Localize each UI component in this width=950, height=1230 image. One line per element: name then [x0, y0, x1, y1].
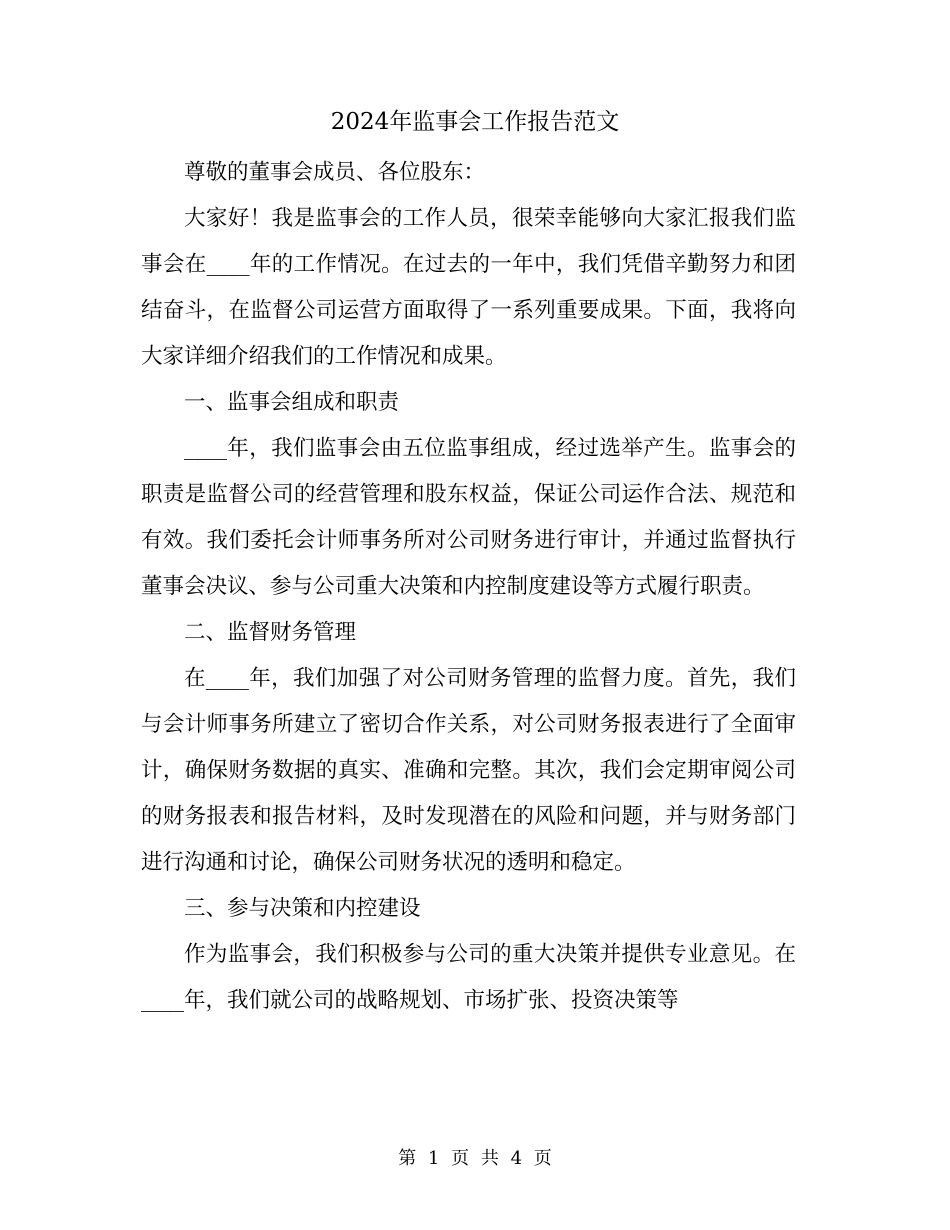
document-title: 2024年监事会工作报告范文 [330, 109, 620, 135]
section-heading-3: 三、参与决策和内控建设 [184, 896, 421, 921]
document-body [141, 150, 796, 1024]
section-heading-2: 二、监督财务管理 [184, 620, 357, 645]
section-heading-1: 一、监事会组成和职责 [184, 390, 400, 415]
paragraph-finance: 在____年，我们加强了对公司财务管理的监督力度。首先，我们与会计师事务所建立了密切合作关系，对公司财务报表进行了全面审计，确保财务数据的真实、准确和完整。其次，我们会定期审阅公司的财务报表和报告材料，及时发现潜在的风险和问题，并与财务部门进行沟通和讨论，确保公司财务状况的透明和稳定。 [141, 666, 796, 875]
paragraph-decision: 作为监事会，我们积极参与公司的重大决策并提供专业意见。在____年，我们就公司的战略规划、市场扩张、投资决策等 [141, 942, 796, 1013]
paragraph-intro: 大家好！我是监事会的工作人员，很荣幸能够向大家汇报我们监事会在____年的工作情况。在过去的一年中，我们凭借辛勤努力和团结奋斗，在监督公司运营方面取得了一系列重要成果。下面，我将向大家详细介绍我们的工作情况和成果。 [141, 206, 796, 369]
paragraph-composition: ____年，我们监事会由五位监事组成，经过选举产生。监事会的职责是监督公司的经营管理和股东权益，保证公司运作合法、规范和有效。我们委托会计师事务所对公司财务进行审计，并通过监督执行董事会决议、参与公司重大决策和内控制度建设等方式履行职责。 [141, 436, 796, 599]
greeting: 尊敬的董事会成员、各位股东： [184, 160, 486, 185]
page-number-footer: 第 1 页 共 4 页 [398, 1148, 552, 1169]
